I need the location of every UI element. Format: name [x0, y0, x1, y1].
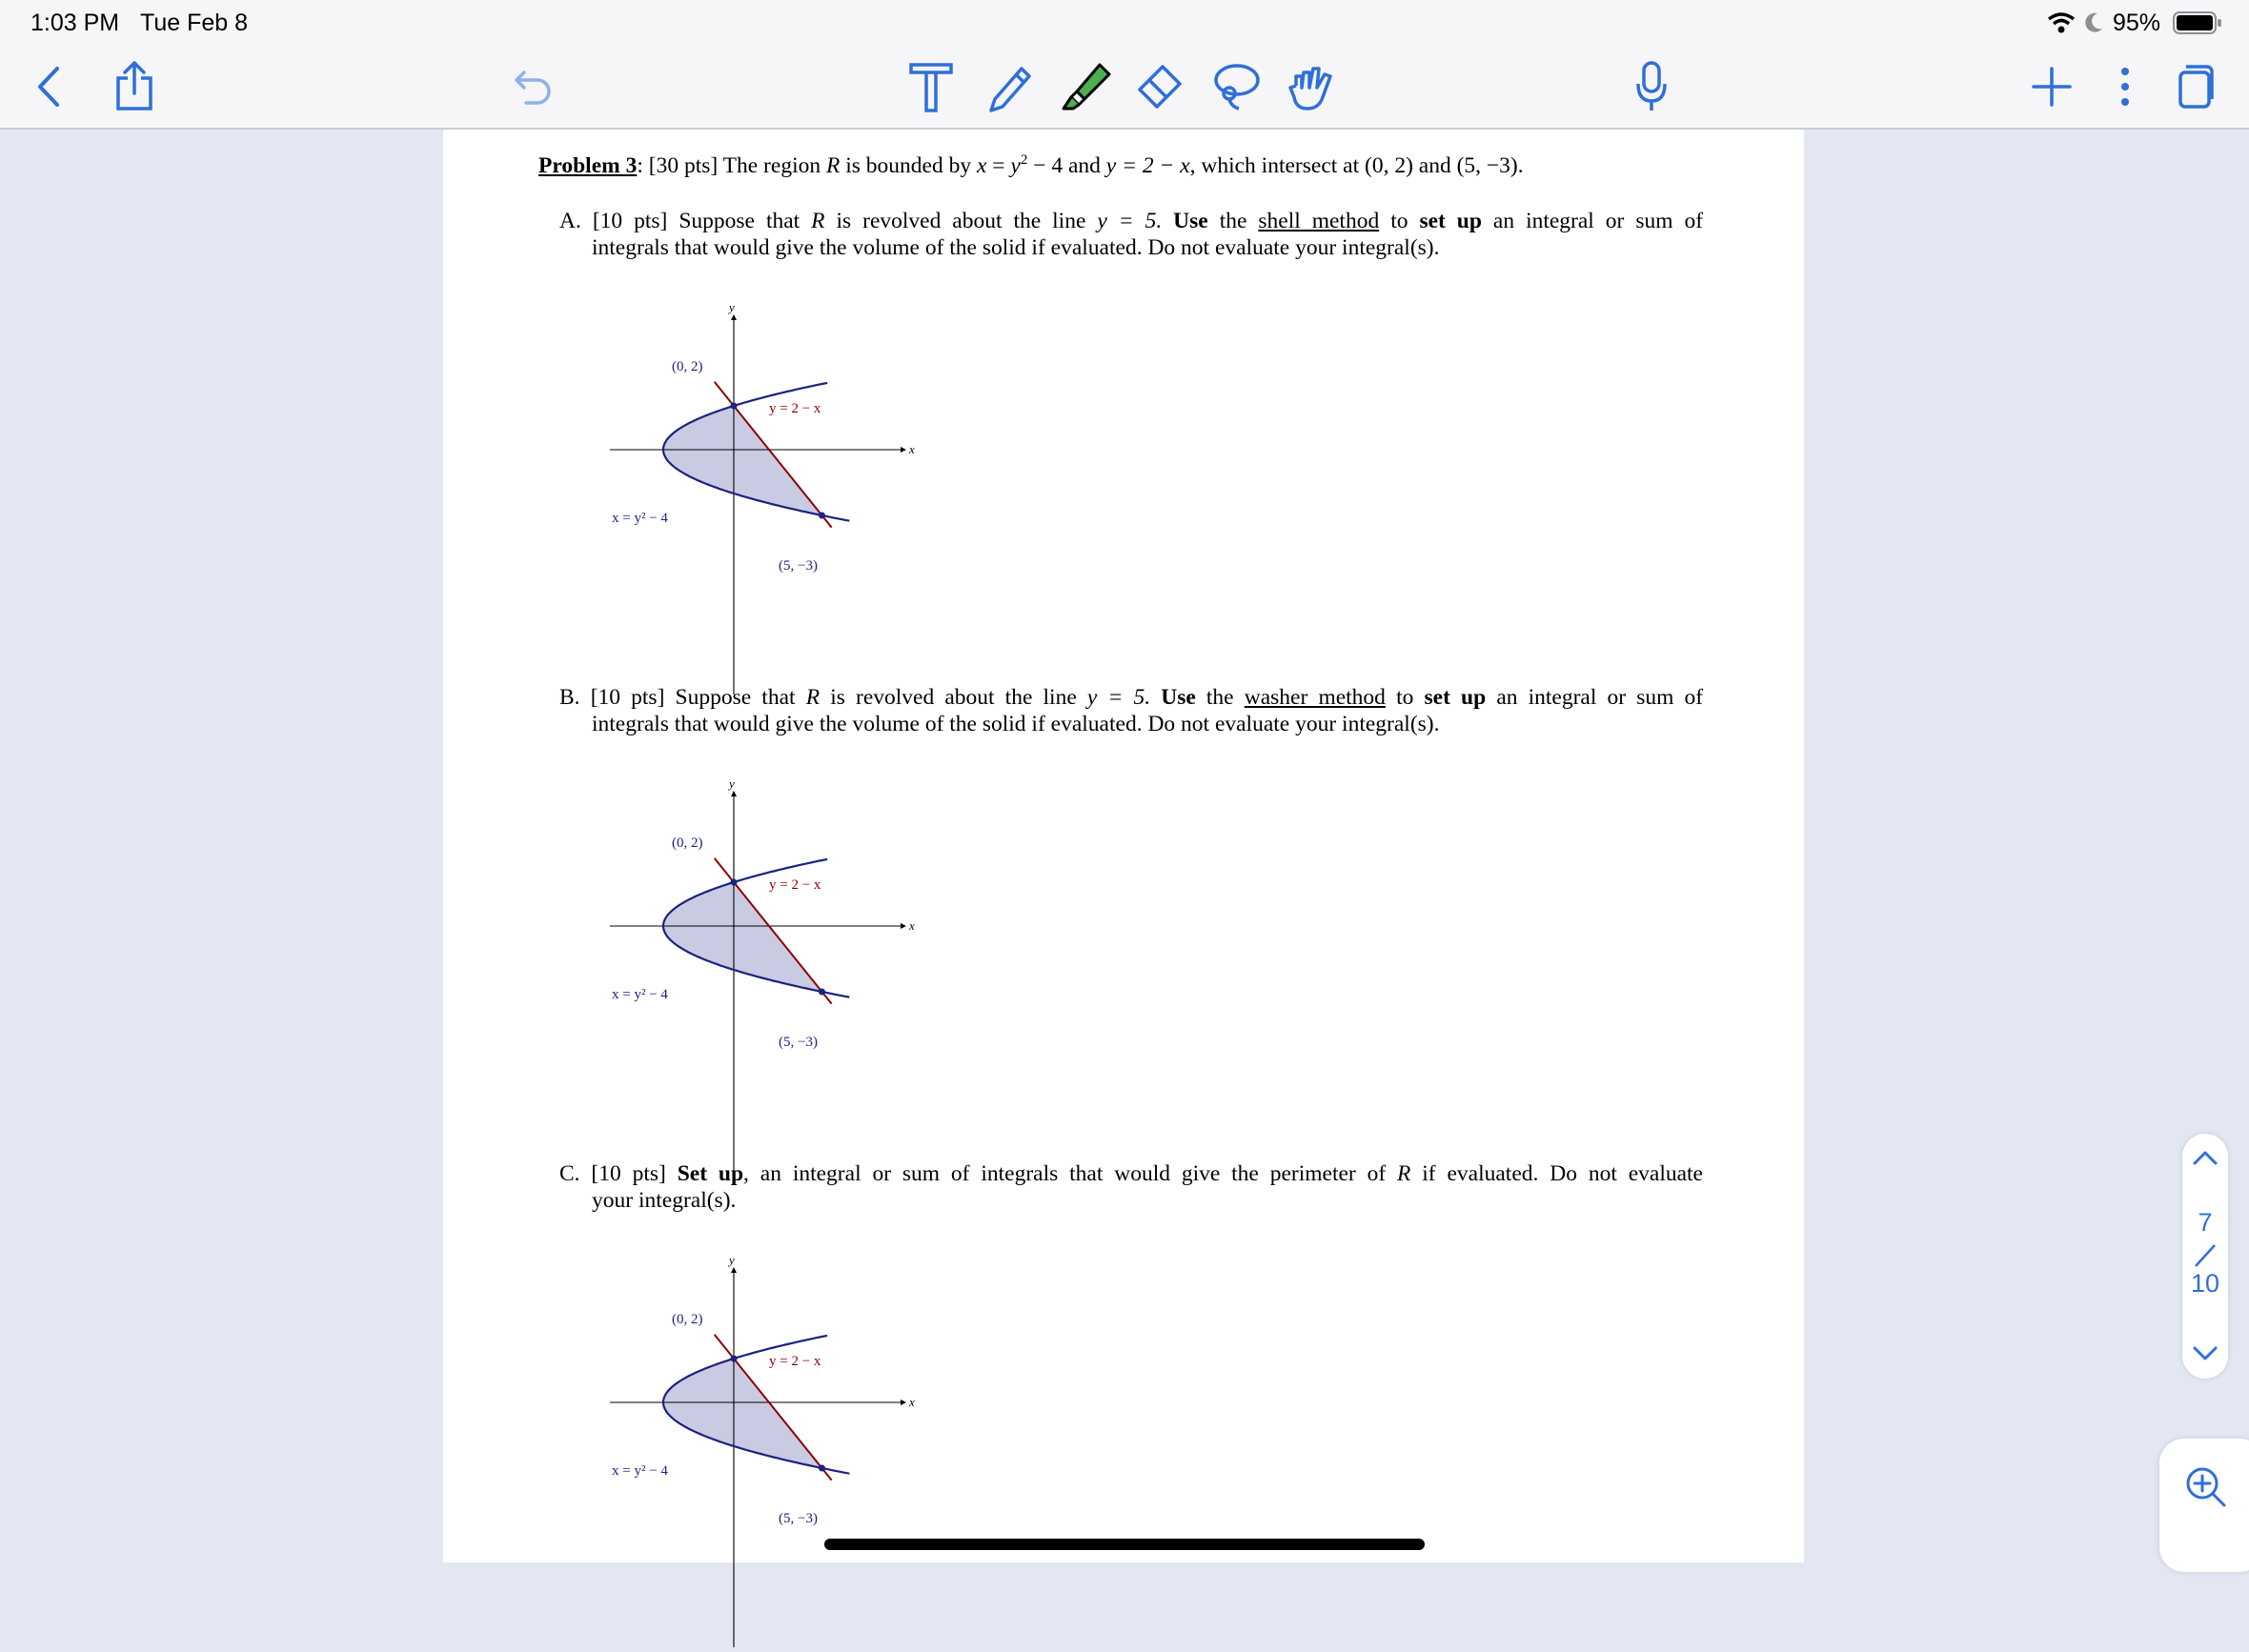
part-c-setup: Set up [677, 1161, 744, 1186]
part-a-axis-line: y = 5. [1097, 209, 1163, 233]
intersection-point-top [731, 1356, 738, 1362]
y-axis-arrow-icon [731, 791, 737, 796]
status-time: 1:03 PM [30, 10, 120, 36]
x-axis-arrow-icon [901, 923, 906, 929]
undo-icon[interactable] [513, 67, 555, 109]
problem-statement: Problem 3: [30 pts] The region R is bounded by $x = y^2 - 4$ and y = 2 − x, which intersect at (0, 2) and (5, −3). [538, 152, 1524, 178]
part-b-region: R [805, 685, 821, 710]
lasso-tool-icon[interactable] [1210, 61, 1262, 112]
label-axis-y: y [729, 776, 735, 791]
intersection-point-bottom [819, 1465, 825, 1472]
zoom-in-icon[interactable] [2184, 1465, 2228, 1509]
part-b-setup: set up [1424, 685, 1487, 710]
part-b-rest1: an integral or sum of [1496, 685, 1704, 710]
status-date: Tue Feb 8 [140, 10, 249, 36]
label-point-top: (0, 2) [672, 1312, 703, 1327]
region-fill [663, 406, 822, 515]
part-b-rest2: integrals that would give the volume of the solid if evaluated. Do not evaluate your integral(s). [592, 712, 1440, 736]
do-not-disturb-moon-icon [2083, 11, 2104, 34]
microphone-icon[interactable] [1635, 59, 1668, 114]
label-line: y = 2 − x [769, 877, 821, 893]
status-bar [0, 0, 2249, 46]
part-b-use: Use [1161, 685, 1196, 710]
pen-tool-icon[interactable] [985, 61, 1035, 112]
region-fill [663, 882, 822, 992]
back-icon[interactable] [34, 65, 63, 109]
part-c-points: [10 pts] [591, 1161, 666, 1186]
page-separator-icon [2193, 1242, 2218, 1269]
part-a-points: [10 pts] Suppose that [592, 209, 800, 233]
part-b-text: is revolved about the line [830, 685, 1077, 710]
part-a-rest1: an integral or sum of [1492, 209, 1704, 233]
label-parabola: x = y² − 4 [612, 1463, 668, 1479]
label-axis-y: y [729, 300, 735, 314]
eq-line: y = 2 − x [1105, 152, 1190, 178]
zoom-button[interactable] [2159, 1439, 2249, 1572]
part-a-method: shell method [1258, 209, 1380, 233]
part-a-rest2: integrals that would give the volume of the solid if evaluated. Do not evaluate your integral(s). [592, 235, 1440, 260]
eq-square: 2 [1020, 152, 1028, 168]
y-axis-arrow-icon [731, 314, 737, 320]
label-axis-x: x [909, 442, 915, 456]
part-b-method: washer method [1244, 685, 1386, 710]
label-line: y = 2 − x [769, 401, 821, 416]
intersection-point-bottom [819, 989, 825, 996]
part-a-region: R [811, 209, 825, 233]
intersection-point-top [731, 403, 738, 410]
home-indicator[interactable] [824, 1539, 1425, 1550]
problem-label: Problem 3 [538, 152, 638, 178]
part-a-use: Use [1173, 209, 1208, 233]
eq-x: x [976, 152, 987, 178]
more-icon[interactable] [2116, 65, 2135, 109]
label-axis-x: x [909, 918, 915, 933]
problem-text-3: , which intersect at (0, 2) and (5, −3). [1189, 152, 1524, 178]
toolbar [0, 46, 2249, 130]
pointer-hand-icon[interactable] [1287, 59, 1340, 114]
x-axis-arrow-icon [901, 1400, 906, 1405]
part-a-text: is revolved about the line [836, 209, 1086, 233]
part-b-points: [10 pts] Suppose that [590, 685, 796, 710]
label-point-top: (0, 2) [672, 836, 703, 851]
part-c-rest1b: if evaluated. Do not evaluate [1422, 1161, 1703, 1186]
eq-minus-four: − 4 [1027, 152, 1064, 178]
next-page-icon[interactable] [2192, 1345, 2219, 1362]
add-page-icon[interactable] [2030, 65, 2074, 109]
label-point-bottom: (5, −3) [779, 1511, 818, 1526]
wifi-icon [2047, 11, 2076, 34]
part-c-region: R [1397, 1161, 1411, 1186]
problem-text-2: and [1067, 152, 1101, 178]
label-axis-y: y [729, 1253, 735, 1267]
part-b-the: the [1206, 685, 1234, 710]
share-icon[interactable] [112, 59, 156, 112]
label-axis-x: x [909, 1395, 915, 1409]
problem-points: [30 pts] The region [648, 152, 821, 178]
battery-percent: 95% [2113, 10, 2161, 36]
previous-page-icon[interactable] [2192, 1149, 2219, 1166]
part-a-the: the [1219, 209, 1247, 233]
part-b-to: to [1396, 685, 1414, 710]
part-a-label: A. [559, 209, 581, 233]
label-point-top: (0, 2) [672, 359, 703, 374]
part-c-label: C. [559, 1161, 580, 1186]
label-point-bottom: (5, −3) [779, 558, 818, 574]
part-a [559, 208, 1703, 261]
part-c-rest2: your integral(s). [592, 1188, 737, 1213]
region-var: R [825, 152, 841, 178]
problem-text-1: is bounded by [845, 152, 972, 178]
eraser-tool-icon[interactable] [1134, 61, 1185, 112]
part-c-rest1: , an integral or sum of integrals that would give the perimeter of [743, 1161, 1387, 1186]
part-a-setup: set up [1419, 209, 1482, 233]
pages-icon[interactable] [2175, 63, 2215, 111]
label-parabola: x = y² − 4 [612, 987, 668, 1002]
total-pages: 10 [2190, 1269, 2220, 1298]
y-axis-arrow-icon [731, 1267, 737, 1273]
current-page: 7 [2198, 1208, 2213, 1237]
intersection-point-bottom [819, 513, 825, 519]
region-figure-a [591, 299, 920, 699]
part-a-to: to [1390, 209, 1408, 233]
page-navigator [2182, 1134, 2228, 1379]
x-axis-arrow-icon [901, 447, 906, 453]
part-b-axis-line: y = 5. [1086, 685, 1151, 710]
label-point-bottom: (5, −3) [779, 1035, 818, 1050]
eq-equals: = [986, 152, 1011, 178]
intersection-point-top [731, 879, 738, 886]
region-figure-b [591, 776, 920, 1176]
eq-y: y [1010, 152, 1021, 178]
document-page[interactable] [443, 130, 1804, 1562]
highlighter-tool-icon[interactable] [1058, 59, 1113, 114]
part-b-label: B. [559, 685, 580, 710]
battery-icon [2173, 10, 2222, 35]
label-parabola: x = y² − 4 [612, 511, 668, 526]
region-figure-c [591, 1252, 920, 1652]
text-tool-icon[interactable] [907, 59, 955, 114]
region-fill [663, 1359, 822, 1468]
label-line: y = 2 − x [769, 1354, 821, 1369]
